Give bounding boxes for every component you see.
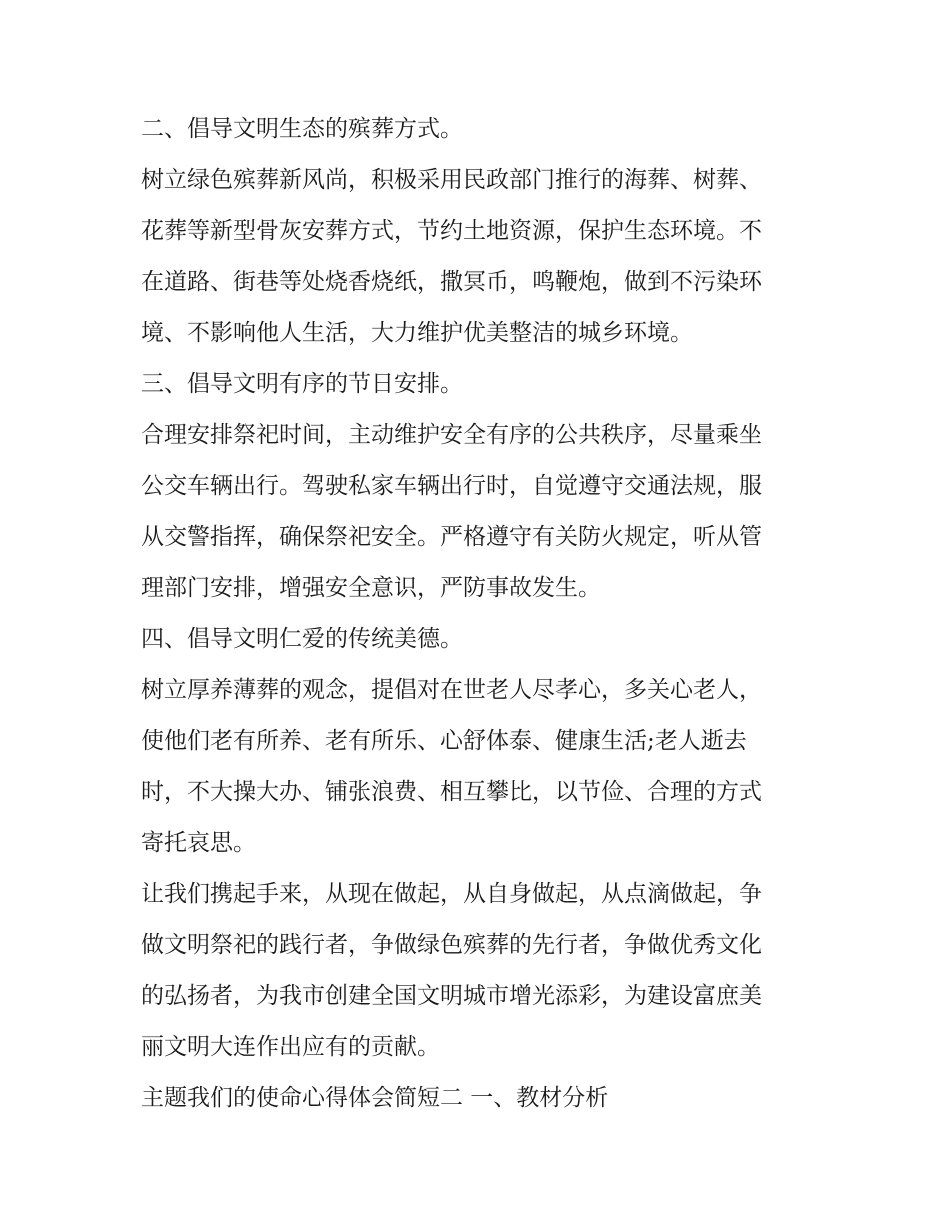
paragraph-line: 寄托哀思。: [141, 830, 256, 856]
section-heading-4: 四、倡导文明仁爱的传统美德。: [141, 626, 463, 652]
paragraph-line: 的弘扬者，为我市创建全国文明城市增光添彩，为建设富庶美: [141, 983, 762, 1009]
section-heading-2: 二、倡导文明生态的殡葬方式。: [141, 116, 463, 142]
paragraph-line: 树立绿色殡葬新风尚，积极采用民政部门推行的海葬、树葬、: [141, 167, 762, 193]
document-page: [141, 104, 816, 1124]
paragraph-line: 理部门安排，增强安全意识，严防事故发生。: [141, 575, 601, 601]
paragraph-line: 公交车辆出行。驾驶私家车辆出行时，自觉遵守交通法规，服: [141, 473, 762, 499]
paragraph-line: 树立厚养薄葬的观念，提倡对在世老人尽孝心，多关心老人，: [141, 677, 762, 703]
paragraph-line: 合理安排祭祀时间，主动维护安全有序的公共秩序，尽量乘坐: [141, 422, 762, 448]
subtitle-line: 主题我们的使命心得体会简短二 一、教材分析: [141, 1085, 609, 1111]
paragraph-line: 从交警指挥，确保祭祀安全。严格遵守有关防火规定，听从管: [141, 524, 762, 550]
paragraph-line: 丽文明大连作出应有的贡献。: [141, 1034, 440, 1060]
paragraph-line: 让我们携起手来，从现在做起，从自身做起，从点滴做起，争: [141, 881, 762, 907]
paragraph-line: 境、不影响他人生活，大力维护优美整洁的城乡环境。: [141, 320, 693, 346]
section-heading-3: 三、倡导文明有序的节日安排。: [141, 371, 463, 397]
paragraph-line: 做文明祭祀的践行者，争做绿色殡葬的先行者，争做优秀文化: [141, 932, 762, 958]
paragraph-line: 在道路、街巷等处烧香烧纸，撒冥币，鸣鞭炮，做到不污染环: [141, 269, 762, 295]
paragraph-line: 使他们老有所养、老有所乐、心舒体泰、健康生活;老人逝去: [141, 728, 747, 754]
paragraph-line: 时，不大操大办、铺张浪费、相互攀比，以节俭、合理的方式: [141, 779, 762, 805]
paragraph-line: 花葬等新型骨灰安葬方式，节约土地资源，保护生态环境。不: [141, 218, 762, 244]
